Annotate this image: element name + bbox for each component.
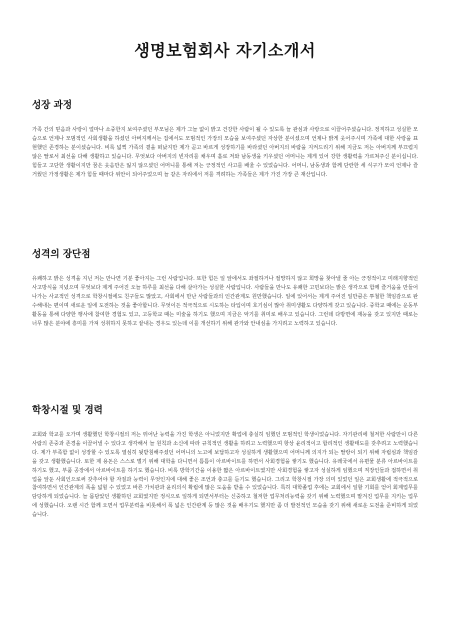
section-body: 유쾌하고 밝은 성격을 지닌 저는 만나면 기분 좋아지는 그런 사람입니다. 또한 힘든 일 앞에서도 좌절하거나 절망하지 않고 희망을 찾아낼 줄 아는 긍정적이고 미래지향적인 사고방식을 지녔으며 무엇보다 제게 주어진 오늘 하루를 최선을 다해 살아가는 성실한 사람입니다. 사람들을 만나도 유쾌한 고민보다는 밝은 생각으로 함께 즐거움을 만들어나가는 사교적인 성격으로 학창시절에도 친구들도 많았고, 사회에서 만난 사람들과의 인간관계도 원만했습니다. 일에 있어서는 제게 주어진 일만큼은 투철한 책임감으로 완수해내는 편이며 새로운 일에 도전하는 것을 좋아합니다. 무엇이든 적극적으로 시도하는 타입이며 호기심이 많아 취미생활도 다양하게 갖고 있습니다. 중학교 때에는 운동부 활동을 통해 다양한 행사에 참여한 경험도 있고, 고등학교 때는 미술을 하기도 했으며 지금은 악기를 취미로 배우고 있습니다. 그런데 다방면에 재능을 갖고 있지만 때로는 너무 많은 분야에 흥미를 가져 성취하지 못하고 끝내는 경우도 있는데 이를 개선하기 위해 관가와 안내심을 가지려고 노력하고 있습니다. [32, 276, 418, 327]
section-growth [32, 97, 418, 179]
section-body: 교회와 학교를 오가며 생활했던 학창시절의 저는 뛰어난 능력을 가진 학생은 아니었지만 확업에 충실히 임했던 모범적인 학생이었습니다. 자기관리에 철저한 사람만이 다른 사람의 존중과 존경을 이끌어낼 수 있다고 생각해서 늘 원칙과 소신에 따라 규칙적인 생활을 하려고 노력했으며 항상 윤리적이고 합리적인 생활태도를 갖추려고 노력했습니다. 제가 부족함 없이 성장할 수 있도록 열심히 뒷받침해주셨던 어머니의 노고에 보답하고자 성실하게 생활했으며 어머니께 의지가 되는 딸랑이 되기 위해 자립심과 책임감을 갖고 생활했습니다. 또한 제 용돈은 스스로 벌기 위해 대학을 다니면서 틈틈이 아르바이트를 하면서 사회경험을 쌓기도 했습니다. 유레국에서 유편물 분류 아르바이트를 하기도 했고, 부품 공장에서 아르바이트를 하기도 했습니다. 비록 방학기간을 이용한 짧은 아르바이트였지만 사회경험을 쌓고자 성실하게 임했으며 직장인들과 접하면서 취업을 앞둔 사회인으로써 갖추어야 할 자질과 능력이 무엇인지에 대해 좋은 조언과 충고를 듣기도 했습니다. 그리고 학창시절 가장 의미 있었던 일은 교회생활에 적극적으로 참여하면서 인간관계의 폭을 넓힐 수 있었고 바른 가치관과 윤리의식 확립에 많은 도움을 받을 수 있었습니다. 특히 대학졸업 후에는 교회에서 일할 기회를 얻어 회계업무를 담당하게 되었습니다. 늘 몸담았던 생활하던 교회였지만 정식으로 일하게 되면서부터는 신중하고 철저한 업무처리능력을 갖기 위해 노력했으며 맡겨진 업무를 지키는 업무에 성했습니다. 오랜 시간 함께 오면서 업무분력을 비롯해서 폭 넓은 인간관계 등 많은 것을 배우기도 했지만 좀 더 발전적인 모습을 갖기 위해 새로운 도전을 준비하게 되었습니다. [32, 432, 418, 519]
section-heading: 성장 과정 [32, 100, 73, 111]
document-title: 생명보험회사 자기소개서 [134, 41, 316, 60]
section-heading: 학창시절 및 경력 [32, 405, 103, 416]
section-heading: 성격의 장단점 [32, 249, 91, 260]
section-body: 가족 간의 믿음과 사랑이 얼마나 소중한지 보여주셨던 부모님은 제가 그늘 없이 밝고 건강한 사람이 될 수 있도록 늘 관심과 사랑으로 이끌어주셨습니다. 정직하고 성실한 모습으로 언제나 모범적인 사회생활을 하셨던 아버지께서는 집에서도 모범적인 가장의 모습을 보여주셨던 자상한 분이셨으며 언제나 밝게 웃어주시며 가족에 대한 사랑을 표현했던 존경하는 분이셨습니다. 비록 넓찍 가족의 곁을 떠났지만 제가 곧고 바르게 성장하기를 바라셨던 아버지의 바람을 지켜드리기 위해 지금도 저는 아버지께 부끄럽지 않은 딸로서 최선을 다해 생활하고 있습니다. 무엇보다 아버지의 빈자리를 채우며 홀로 저와 남동생을 키우셨던 어머니는 제게 있어 강한 생활력을 가르쳐주신 분이십니다. 힘들고 고단한 생활이지만 꿈은 웃음만은 잃지 않으셨던 어머니를 통해 저는 긍정적인 사고를 배울 수 있었습니다. 어머니, 남동생과 함께 단란한 세 식구가 모여 언제나 즐거웠던 가정생활은 제가 힘들 때마다 위안이 되어주었으며 늘 같은 자리에서 저를 격려하는 가족들은 제가 가진 가장 큰 재산입니다. [32, 127, 418, 178]
section-personality [32, 246, 418, 328]
section-school-career [32, 402, 418, 520]
